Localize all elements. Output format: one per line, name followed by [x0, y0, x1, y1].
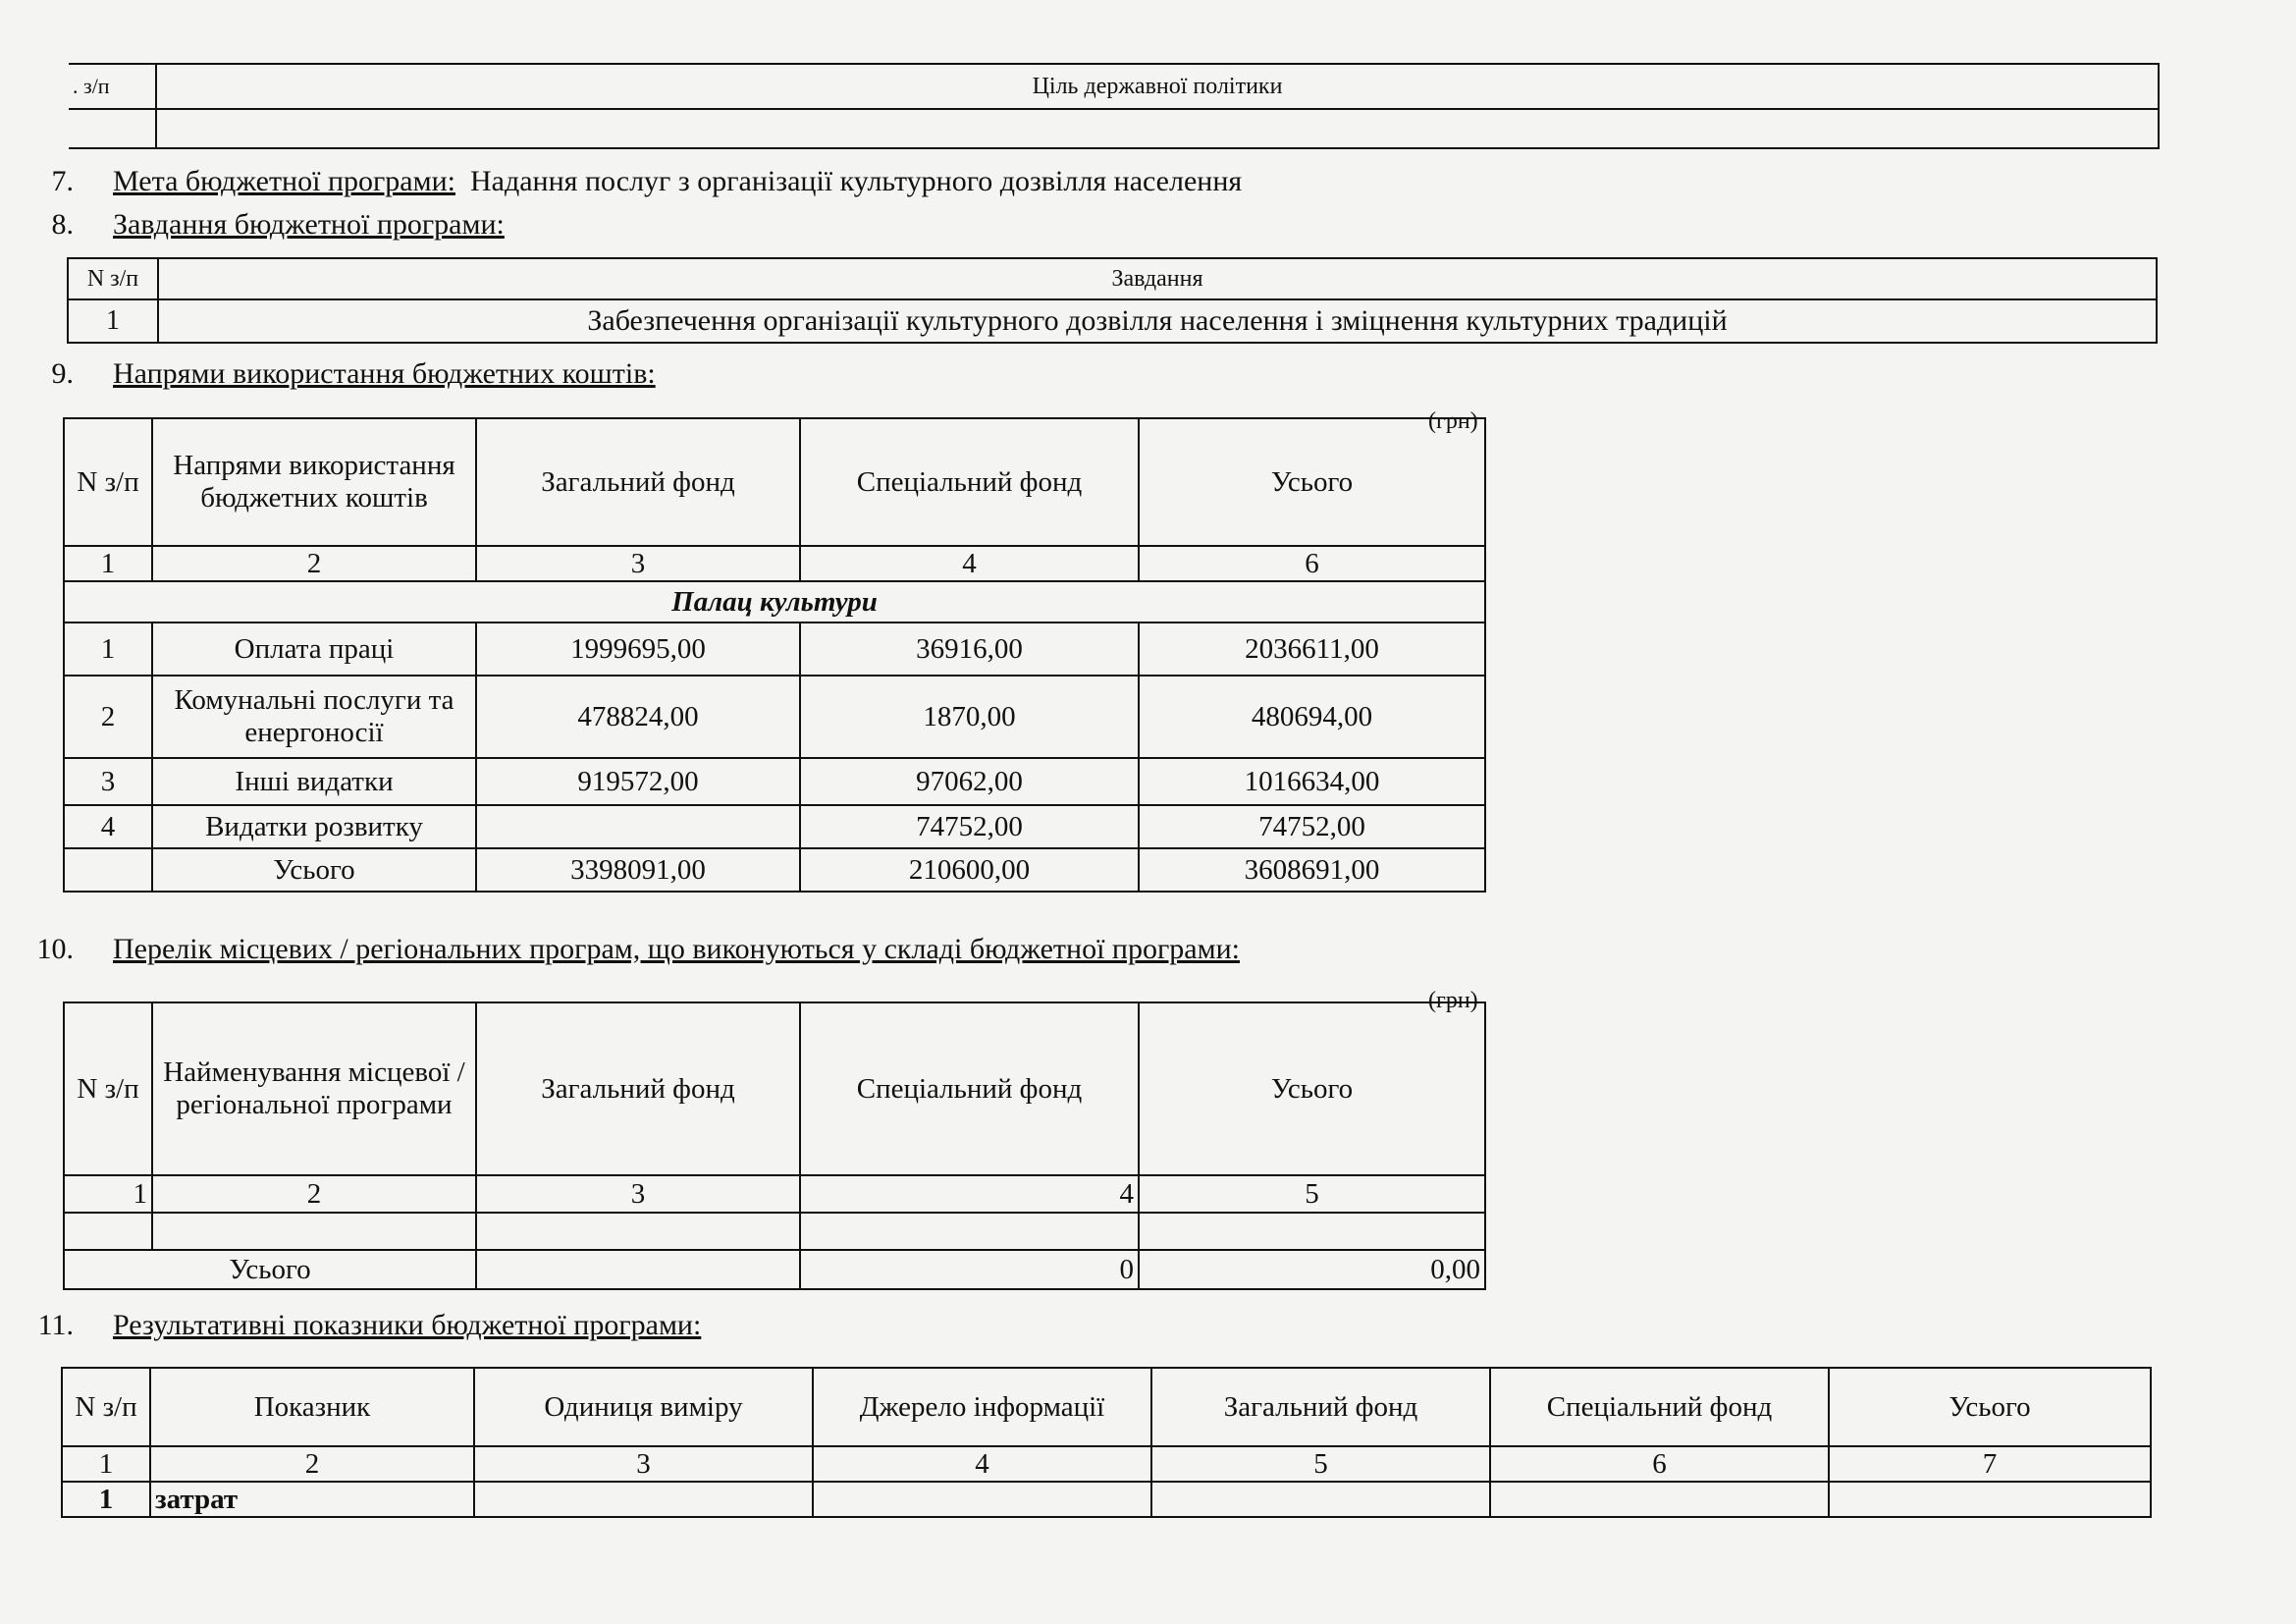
ind-empty-cell	[474, 1482, 813, 1517]
dir-row-special: 74752,00	[800, 805, 1139, 848]
section-number: 9.	[51, 357, 74, 390]
ind-empty-cell	[1829, 1482, 2151, 1517]
tasks-col-task: Завдання	[158, 258, 2157, 299]
dir-index: 6	[1139, 546, 1485, 581]
prog-header-general: Загальний фонд	[476, 1002, 800, 1175]
section-number: 11.	[37, 1309, 74, 1341]
prog-empty-cell	[64, 1213, 152, 1250]
dir-row-name: Видатки розвитку	[152, 805, 476, 848]
dir-row-total: 2036611,00	[1139, 623, 1485, 676]
prog-index: 4	[800, 1175, 1139, 1213]
prog-total-total: 0,00	[1139, 1250, 1485, 1289]
policy-col-goal: Ціль державної політики	[156, 64, 2159, 109]
dir-header-name: Напрями використання бюджетних коштів	[152, 418, 476, 546]
ind-index: 4	[813, 1446, 1151, 1482]
dir-row-name: Оплата праці	[152, 623, 476, 676]
prog-empty-cell	[152, 1213, 476, 1250]
dir-index: 2	[152, 546, 476, 581]
ind-empty-cell	[1151, 1482, 1490, 1517]
ind-row-num: 1	[62, 1482, 150, 1517]
prog-index: 2	[152, 1175, 476, 1213]
ind-index: 1	[62, 1446, 150, 1482]
ind-empty-cell	[1490, 1482, 1829, 1517]
dir-header-num: N з/п	[64, 418, 152, 546]
dir-row-total: 480694,00	[1139, 676, 1485, 758]
ind-index: 6	[1490, 1446, 1829, 1482]
section-10	[0, 933, 1240, 966]
prog-header-num: N з/п	[64, 1002, 152, 1175]
dir-total-total: 3608691,00	[1139, 848, 1485, 892]
programs-table	[63, 1001, 1486, 1290]
ind-header-num: N з/п	[62, 1368, 150, 1446]
dir-row-general: 1999695,00	[476, 623, 800, 676]
section-label: Перелік місцевих / регіональних програм, що виконуються у складі бюджетної програми:	[113, 933, 1240, 965]
prog-header-special: Спеціальний фонд	[800, 1002, 1139, 1175]
table-row	[64, 848, 1485, 892]
ind-header-general: Загальний фонд	[1151, 1368, 1490, 1446]
ind-index: 7	[1829, 1446, 2151, 1482]
dir-row-special: 36916,00	[800, 623, 1139, 676]
prog-index: 5	[1139, 1175, 1485, 1213]
dir-row-general	[476, 805, 800, 848]
task-row-text: Забезпечення організації культурного дозвілля населення і зміцнення культурних традицій	[158, 299, 2157, 343]
tasks-table	[67, 257, 2158, 344]
prog-header-name: Найменування місцевої / регіональної програми	[152, 1002, 476, 1175]
dir-row-general: 919572,00	[476, 758, 800, 805]
ind-header-unit: Одиниця виміру	[474, 1368, 813, 1446]
dir-header-special: Спеціальний фонд	[800, 418, 1139, 546]
dir-row-num: 4	[64, 805, 152, 848]
dir-total-general: 3398091,00	[476, 848, 800, 892]
prog-empty-cell	[476, 1213, 800, 1250]
dir-row-name: Інші видатки	[152, 758, 476, 805]
section-11	[0, 1309, 701, 1342]
dir-row-num: 2	[64, 676, 152, 758]
prog-total-special: 0	[800, 1250, 1139, 1289]
section-label: Результативні показники бюджетної програми:	[113, 1309, 702, 1341]
table-row	[64, 758, 1485, 805]
section-label: Завдання бюджетної програми:	[113, 208, 505, 241]
section-9	[0, 357, 656, 391]
dir-index: 4	[800, 546, 1139, 581]
dir-row-num: 1	[64, 623, 152, 676]
dir-index: 1	[64, 546, 152, 581]
ind-header-special: Спеціальний фонд	[1490, 1368, 1829, 1446]
ind-header-total: Усього	[1829, 1368, 2151, 1446]
ind-empty-cell	[813, 1482, 1151, 1517]
section-label: Мета бюджетної програми:	[113, 165, 455, 197]
section-8	[0, 208, 505, 242]
table-row	[64, 623, 1485, 676]
prog-index: 3	[476, 1175, 800, 1213]
dir-total-special: 210600,00	[800, 848, 1139, 892]
section-number: 7.	[51, 165, 74, 197]
ind-index: 5	[1151, 1446, 1490, 1482]
unit-label: (грн)	[1428, 988, 1478, 1013]
dir-header-total: Усього	[1139, 418, 1485, 546]
policy-empty-cell	[156, 109, 2159, 148]
dir-row-special: 97062,00	[800, 758, 1139, 805]
section-number: 8.	[51, 208, 74, 241]
dir-header-general: Загальний фонд	[476, 418, 800, 546]
prog-index: 1	[64, 1175, 152, 1213]
prog-total-general	[476, 1250, 800, 1289]
section-number: 10.	[36, 933, 74, 965]
section-label: Напрями використання бюджетних коштів:	[113, 357, 656, 390]
dir-group-title: Палац культури	[64, 581, 1485, 623]
dir-row-total: 1016634,00	[1139, 758, 1485, 805]
table-row	[64, 676, 1485, 758]
tasks-col-num: N з/п	[68, 258, 158, 299]
task-row-num: 1	[68, 299, 158, 343]
policy-goal-table	[69, 63, 2160, 149]
bleed-through-text	[1669, 1178, 1676, 1208]
policy-col-num: . з/п	[69, 64, 156, 109]
directions-table	[63, 417, 1486, 893]
dir-row-special: 1870,00	[800, 676, 1139, 758]
ind-header-source: Джерело інформації	[813, 1368, 1151, 1446]
prog-empty-cell	[1139, 1213, 1485, 1250]
prog-total-name: Усього	[64, 1250, 476, 1289]
ind-index: 3	[474, 1446, 813, 1482]
prog-empty-cell	[800, 1213, 1139, 1250]
dir-total-name: Усього	[152, 848, 476, 892]
ind-header-name: Показник	[150, 1368, 474, 1446]
policy-empty-cell	[69, 109, 156, 148]
section-value: Надання послуг з організації культурного дозвілля населення	[470, 165, 1243, 197]
ind-index: 2	[150, 1446, 474, 1482]
dir-row-num: 3	[64, 758, 152, 805]
prog-header-total: Усього	[1139, 1002, 1485, 1175]
table-row	[64, 805, 1485, 848]
ind-row-name: затрат	[150, 1482, 474, 1517]
dir-row-name: Комунальні послуги та енергоносії	[152, 676, 476, 758]
dir-row-total: 74752,00	[1139, 805, 1485, 848]
section-7	[0, 165, 1242, 198]
dir-index: 3	[476, 546, 800, 581]
unit-label: (грн)	[1428, 408, 1478, 434]
indicators-table	[61, 1367, 2152, 1518]
dir-total-num	[64, 848, 152, 892]
dir-row-general: 478824,00	[476, 676, 800, 758]
